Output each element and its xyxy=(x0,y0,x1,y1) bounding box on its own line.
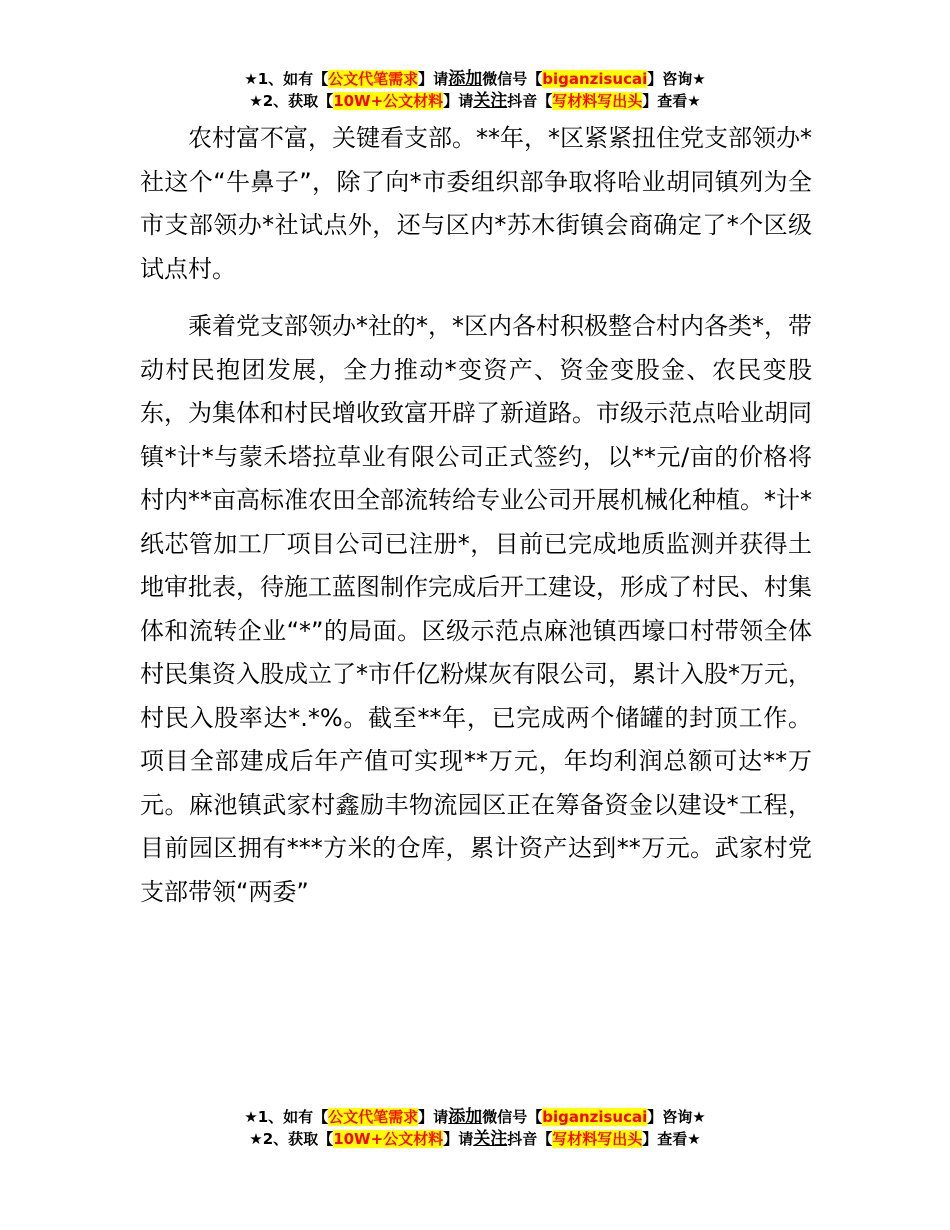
star-icon: ★ xyxy=(692,1108,706,1126)
footer-line-2-highlight-2: 写材料写出头 xyxy=(552,1130,643,1148)
header-line-2-suffix: 】查看 xyxy=(642,92,688,110)
header-line-2-highlight-1: 10W+公文材料 xyxy=(333,92,444,110)
footer-line-2-suffix: 】查看 xyxy=(642,1130,688,1148)
footer-line-2-underline: 关注 xyxy=(473,1129,508,1149)
footer-line-2-highlight-1: 10W+公文材料 xyxy=(333,1130,444,1148)
footer-line-1 xyxy=(0,1106,950,1128)
footer-line-1-mid-b: 微信号【 xyxy=(482,1108,543,1126)
star-icon: ★ xyxy=(244,1108,258,1126)
body-paragraph: 乘着党支部领办*社的*，*区内各村积极整合村内各类*，带动村民抱团发展，全力推动*变资产、资金变股金、农民变股东，为集体和村民增收致富开辟了新道路。市级示范点哈业胡同镇*计*与蒙禾塔拉草业有限公司正式签约，以**元/亩的价格将村内**亩高标准农田全部流转给专业公司开展机械化种植。*计*纸芯管加工厂项目公司已注册*，目前已完成地质监测并获得土地审批表，待施工蓝图制作完成后开工建设，形成了村民、村集体和流转企业“*”的局面。区级示范点麻池镇西壕口村带领全体村民集资入股成立了*市仟亿粉煤灰有限公司，累计入股*万元，村民入股率达*.*%。截至**年，已完成两个储罐的封顶工作。项目全部建成后年产值可实现**万元，年均利润总额可达**万元。麻池镇武家村鑫励丰物流园区正在筹备资金以建设*工程，目前园区拥有***方米的仓库，累计资产达到**万元。武家村党支部带领“两委” xyxy=(140,312,812,906)
header-line-1-highlight-2: biganzisucai xyxy=(542,70,648,88)
footer-line-2-mid-b: 抖音【 xyxy=(507,1130,553,1148)
footer-line-2-prefix: 2、获取【 xyxy=(262,1130,334,1148)
header-line-2-underline: 关注 xyxy=(473,91,508,111)
header-line-2-prefix: 2、获取【 xyxy=(262,92,334,110)
footer-line-1-suffix: 】咨询 xyxy=(647,1108,693,1126)
star-icon: ★ xyxy=(249,1130,263,1148)
header-line-2 xyxy=(0,90,950,112)
footer-line-1-prefix: 1、如有【 xyxy=(257,1108,329,1126)
header-line-1-mid-a: 】请 xyxy=(418,70,449,88)
star-icon: ★ xyxy=(687,1130,701,1148)
footer-line-1-highlight-1: 公文代笔需求 xyxy=(328,1108,419,1126)
star-icon: ★ xyxy=(249,92,263,110)
footer-line-1-underline: 添加 xyxy=(448,1107,483,1127)
header-line-1-underline: 添加 xyxy=(448,69,483,89)
header-line-1-prefix: 1、如有【 xyxy=(257,70,329,88)
body-paragraph: 农村富不富，关键看支部。**年，*区紧紧扭住党支部领办*社这个“牛鼻子”，除了向*市委组织部争取将哈业胡同镇列为全市支部领办*社试点外，还与区内*苏木街镇会商确定了*个区级试点村。 xyxy=(140,124,812,283)
header-banner xyxy=(0,68,950,112)
header-line-2-mid-b: 抖音【 xyxy=(507,92,553,110)
header-line-1 xyxy=(0,68,950,90)
star-icon: ★ xyxy=(692,70,706,88)
header-line-1-mid-b: 微信号【 xyxy=(482,70,543,88)
document-body xyxy=(140,117,812,914)
header-line-1-suffix: 】咨询 xyxy=(647,70,693,88)
header-line-2-highlight-2: 写材料写出头 xyxy=(552,92,643,110)
star-icon: ★ xyxy=(244,70,258,88)
header-line-1-highlight-1: 公文代笔需求 xyxy=(328,70,419,88)
footer-line-1-mid-a: 】请 xyxy=(418,1108,449,1126)
footer-line-1-highlight-2: biganzisucai xyxy=(542,1108,648,1126)
footer-line-2-mid-a: 】请 xyxy=(443,1130,474,1148)
header-line-2-mid-a: 】请 xyxy=(443,92,474,110)
star-icon: ★ xyxy=(687,92,701,110)
footer-line-2 xyxy=(0,1128,950,1150)
footer-banner xyxy=(0,1106,950,1150)
